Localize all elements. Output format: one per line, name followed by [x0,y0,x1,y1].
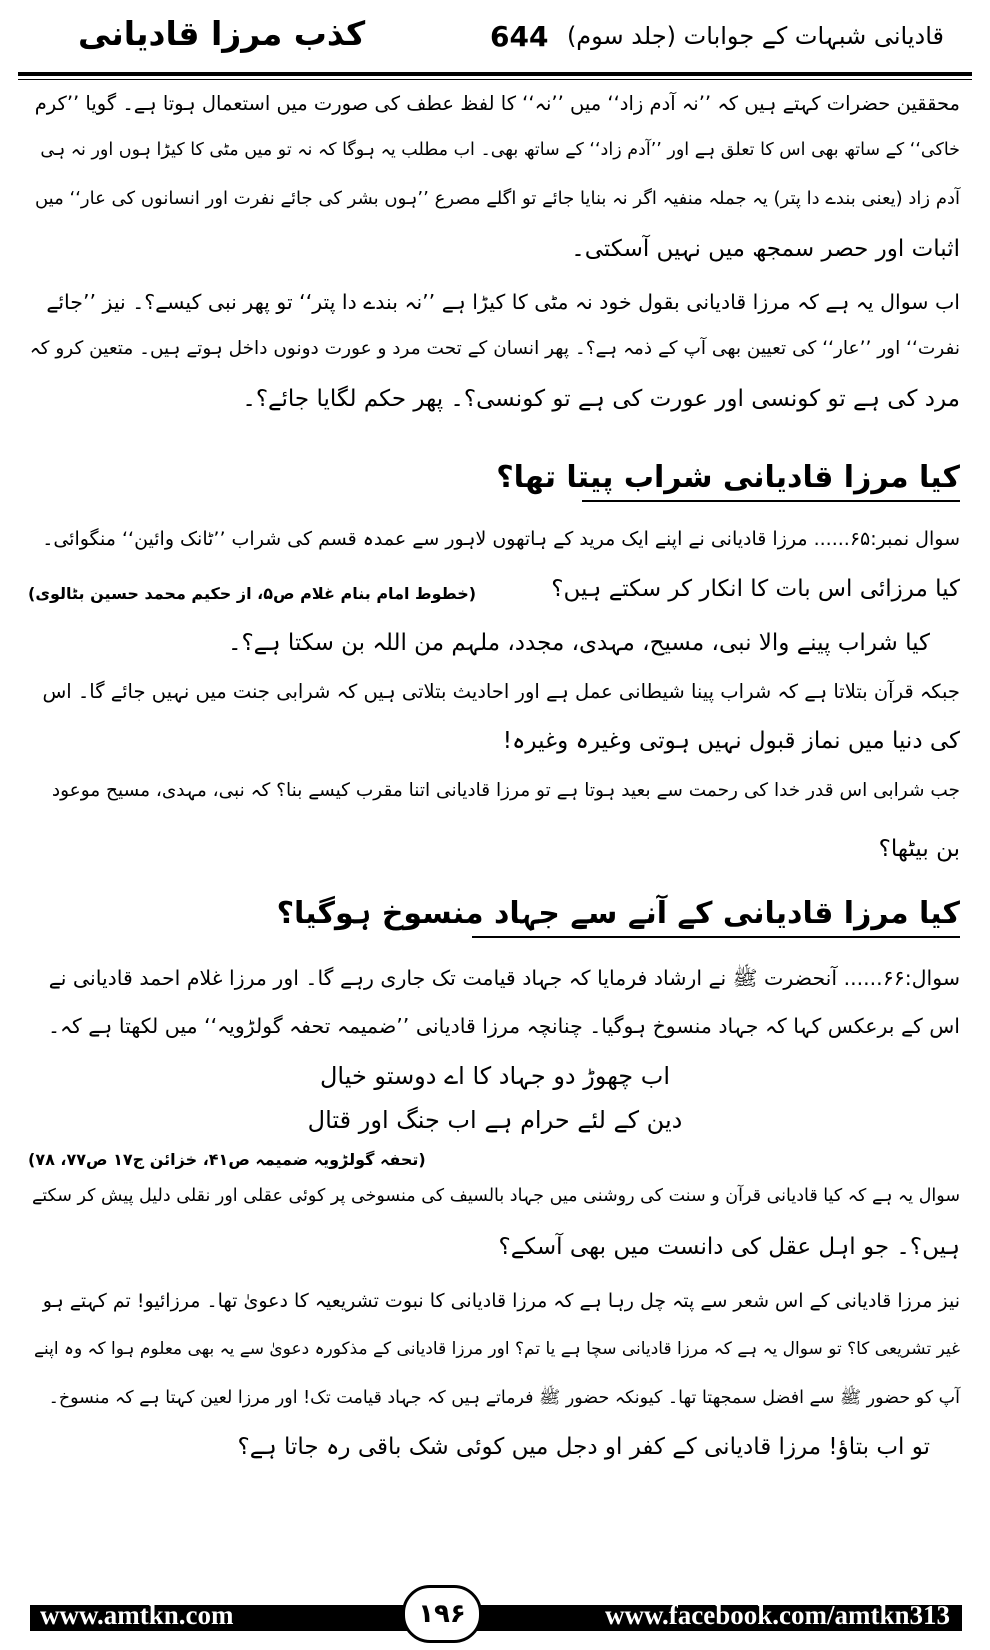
s3-reference: (تحفہ گولڑویہ ضمیمہ ص۴۱، خزائن ج۱۷ ص۷۷، ۷۸) [28,1150,426,1169]
header-page-number: 644 [490,20,549,53]
header-rule-thick [18,72,972,76]
header-title: کذب مرزا قادیانی [78,14,366,53]
page-header [18,12,972,70]
s1-para2-line1: اب سوال یہ ہے کہ مرزا قادیانی بقول خود نہ مٹی کا کیڑا ہے ’’نہ بندے دا پتر‘‘ تو پھر نبی کیسے؟۔ نیز ’’جائے [46,290,960,314]
s2-question-line2: کیا مرزائی اس بات کا انکار کر سکتے ہیں؟ [551,576,960,602]
s3-para2-line2: غیر تشریعی کا؟ تو سوال یہ ہے کہ مرزا قادیانی سچا ہے یا تم؟ اور مرزا قادیانی کے مذکورہ دعویٰ سے یہ بھی معلوم ہوا کہ وہ اپنے [34,1339,960,1359]
s3-question-line1: سوال:۶۶...... آنحضرت ﷺ نے ارشاد فرمایا کہ جہاد قیامت تک جاری رہے گا۔ اور مرزا غلام احمد قادیانی نے [48,966,960,990]
s2-heading: کیا مرزا قادیانی شراب پیتا تھا؟ [496,460,960,495]
s2-reference: (خطوط امام بنام غلام ص۵، از حکیم محمد حسین بٹالوی) [28,584,477,603]
s3-para2-line3: آپ کو حضور ﷺ سے افضل سمجھتا تھا۔ کیونکہ حضور ﷺ فرماتے ہیں کہ جہاد قیامت تک! اور مرزا لعین کہتا ہے کہ منسوخ۔ [48,1388,960,1408]
s2-question-line1: سوال نمبر:۶۵...... مرزا قادیانی نے اپنے ایک مرید کے ہاتھوں لاہور سے عمدہ قسم کی شراب ’’ٹانک وائین‘‘ منگوائی۔ [42,528,960,550]
s2-para-line1: جبکہ قرآن بتلاتا ہے کہ شراب پینا شیطانی عمل ہے اور احادیث بتلاتی ہیں کہ شرابی جنت میں نہیں جائے گا۔ اس [42,680,960,703]
s2-para2-line2: بن بیٹھا؟ [878,836,960,862]
footer-website-link[interactable]: www.amtkn.com [40,1600,234,1630]
header-rule-thin [18,79,972,80]
s3-para1-line1: سوال یہ ہے کہ کیا قادیانی قرآن و سنت کی روشنی میں جہاد بالسیف کی منسوخی پر کوئی عقلی اور نقلی دلیل پیش کر سکتے [32,1186,960,1206]
s2-heading-underline [582,500,960,502]
s1-para2-line2: نفرت‘‘ اور ’’عار‘‘ کی تعیین بھی آپ کے ذمہ ہے؟۔ پھر انسان کے تحت مرد و عورت دونوں داخل ہوتے ہیں۔ متعین کرو کہ [29,338,960,359]
s3-heading-underline [472,936,960,938]
s1-para1-line1: محققین حضرات کہتے ہیں کہ ’’نہ آدم زاد‘‘ میں ’’نہ‘‘ کا لفظ عطف کی صورت میں استعمال ہوتا ہے۔ گویا ’’کرم [34,92,960,115]
s2-para-line2: کی دنیا میں نماز قبول نہیں ہوتی وغیرہ وغیرہ! [502,728,960,754]
s1-para2-line3: مرد کی ہے تو کونسی اور عورت کی ہے تو کونسی؟۔ پھر حکم لگایا جائے؟۔ [242,386,960,412]
s2-para2-line1: جب شرابی اس قدر خدا کی رحمت سے بعید ہوتا ہے تو مرزا قادیانی اتنا مقرب کیسے بنا؟ کہ نبی، مہدی، مسیح موعود [51,780,960,801]
s3-para2-line1: نیز مرزا قادیانی کے اس شعر سے پتہ چل رہا ہے کہ مرزا قادیانی کا نبوت تشریعیہ کا دعویٰ تھا۔ مرزائیو! تم کہتے ہو [42,1290,960,1312]
s2-question-line3: کیا شراب پینے والا نبی، مسیح، مہدی، مجدد، ملہم من اللہ بن سکتا ہے؟۔ [227,630,930,656]
s1-para1-line3: آدم زاد (یعنی بندے دا پتر) یہ جملہ منفیہ اگر نہ بنایا جائے تو اگلے مصرع ’’ہوں بشر کی جائے نفرت اور انسانوں کی عار‘‘ میں [34,188,960,209]
s1-para1-line4: اثبات اور حصر سمجھ میں نہیں آسکتی۔ [571,236,960,262]
s3-para1-line2: ہیں؟۔ جو اہل عقل کی دانست میں بھی آسکے؟ [498,1234,960,1260]
footer-facebook-link[interactable]: www.facebook.com/amtkn313 [605,1600,950,1630]
poem-line1: اب چھوڑ دو جہاد کا اے دوستو خیال [319,1062,671,1090]
footer-page-number: ۱۹۶ [402,1585,482,1643]
s3-para2-line4: تو اب بتاؤ! مرزا قادیانی کے کفر او دجل میں کوئی شک باقی رہ جاتا ہے؟ [237,1434,930,1460]
s3-question-line2: اس کے برعکس کہا کہ جہاد منسوخ ہوگیا۔ چنانچہ مرزا قادیانی ’’ضمیمہ تحفہ گولڑویہ‘‘ میں لکھتا ہے کہ۔ [47,1014,960,1038]
s1-para1-line2: خاکی‘‘ کے ساتھ بھی اس کا تعلق ہے اور ’’آدم زاد‘‘ کے ساتھ بھی۔ اب مطلب یہ ہوگا کہ نہ تو میں مٹی کا کیڑا ہوں اور نہ ہی [40,140,960,160]
poem-line2: دین کے لئے حرام ہے اب جنگ اور قتال [307,1106,683,1134]
s3-heading: کیا مرزا قادیانی کے آنے سے جہاد منسوخ ہوگیا؟ [276,896,960,931]
header-book-title: قادیانی شبہات کے جوابات (جلد سوم) [566,22,944,50]
